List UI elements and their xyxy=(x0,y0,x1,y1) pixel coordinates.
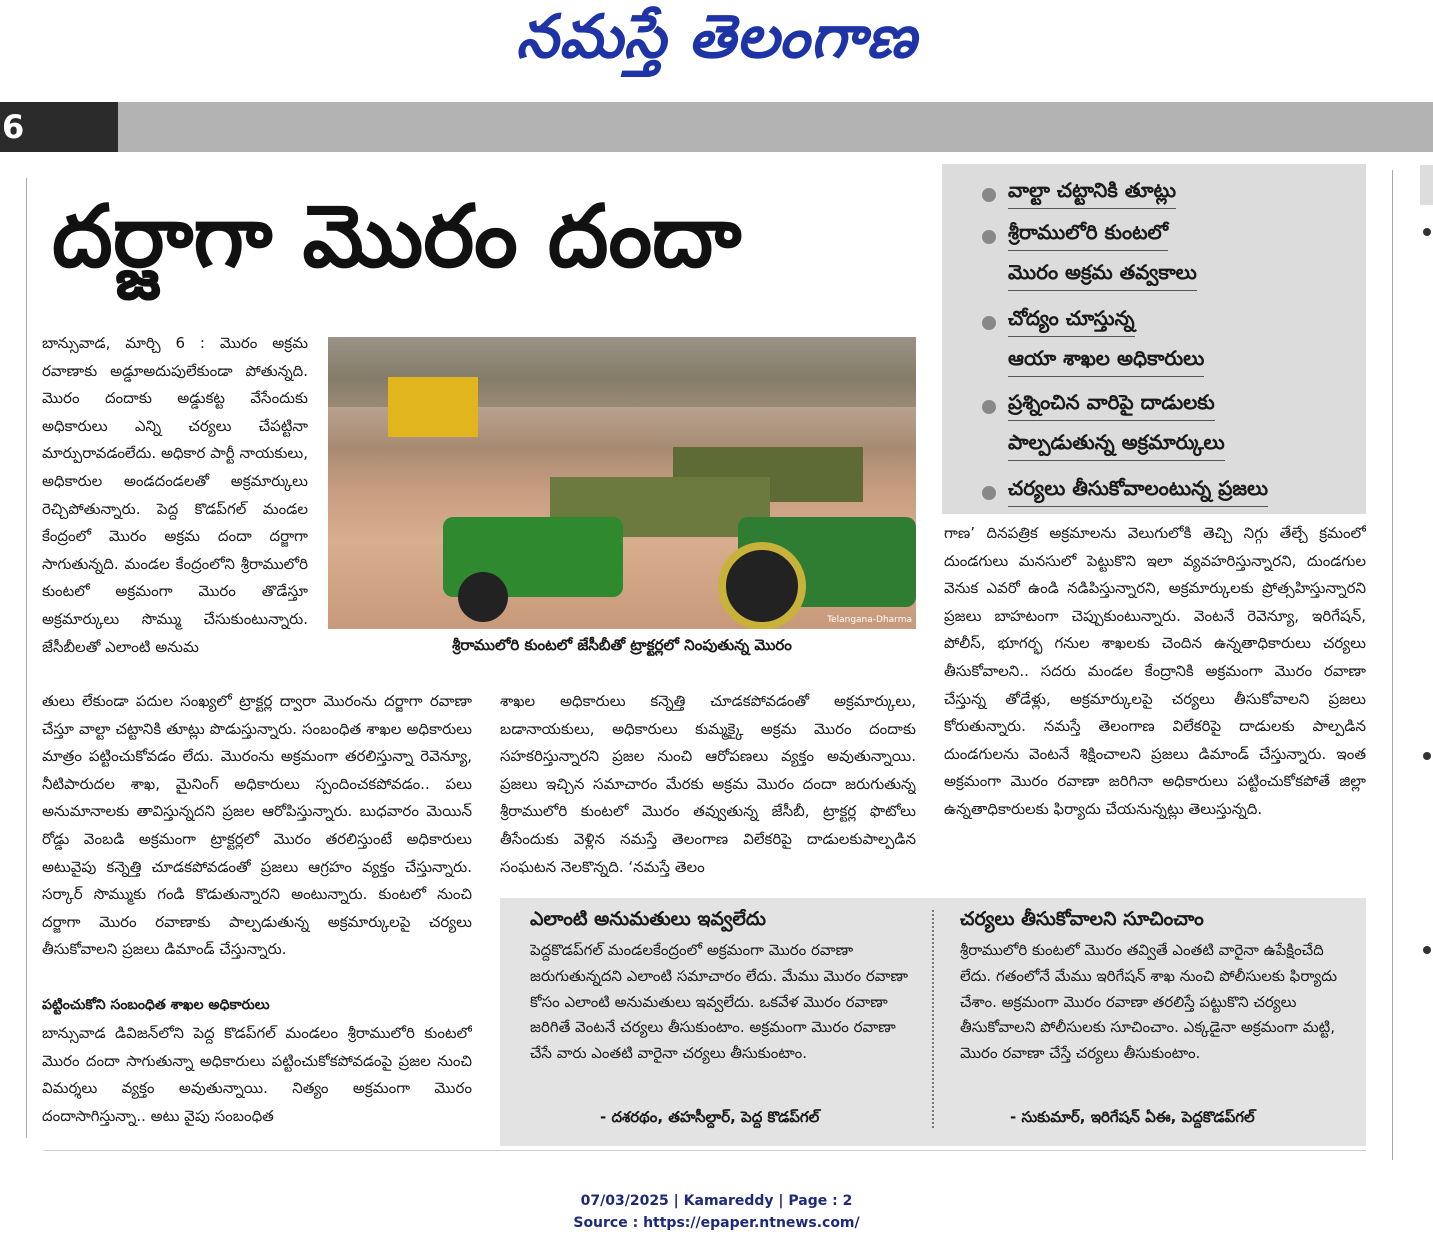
photo-credit: Telangana-Dharma xyxy=(827,615,912,625)
bottom-rule xyxy=(44,1150,1366,1151)
adjacent-bullet xyxy=(1423,752,1431,760)
quote-1-text: పెద్దకొడప్‌గల్ మండలకేంద్రంలో అక్రమంగా మొరం రవాణా జరుగుతున్నదని ఎలాంటి సమాచారం లేదు. మేము మొరం రవాణా కోసం ఎలాంటి అనుమతులు ఇవ్వలేదు. ఒకవేళ మొరం రవాణా జరిగితే వెంటనే చర్యలు తీసుకుంటాం. అక్రమంగా మొరం రవాణా చేసే వారు ఎంతటి వారైనా చర్యలు తీసుకుంటాం. xyxy=(530,941,908,1063)
masthead xyxy=(0,0,1433,98)
article-col1-bottom: తులు లేకుండా పదుల సంఖ్యలో ట్రాక్టర్ల ద్వారా మొరంను దర్జాగా రవాణా చేస్తూ వాల్టా చట్టానికి తూట్లు పొడుస్తున్నారు. సంబంధిత శాఖల అధికారులు మాత్రం పట్టించుకోవడం లేదు. మొరంను అక్రమంగా తరలిస్తున్నా రెవెన్యూ, నీటిపారుదల శాఖ, మైనింగ్ అధికారులు స్పందించకపోవడం.. పలు అనుమానాలకు తావిస్తున్నదని ప్రజల ఆరోపిస్తున్నారు. బుధవారం మెయిన్ రోడ్డు వెంబడి అక్రమంగా ట్రాక్టర్లలో మొరం తరలిస్తుంటే అధికారులు అటువైపు కన్నెత్తి చూడకపోవడంతో ప్రజలు ఆగ్రహం వ్యక్తం చేస్తున్నారు. సర్కార్ సొమ్ముకు గండి కొడుతున్నారని అంటున్నారు. కుంటలో నుంచి దర్జాగా మొరం రవాణాకు పాల్పడుతున్న అక్రమార్కులపై చర్యలు తీసుకోవాలని ప్రజలు డిమాండ్ చేస్తున్నారు. xyxy=(42,692,472,959)
quote-2-signature: - సుకుమార్, ఇరిగేషన్ ఏఈ, పెద్దకొడప్‌గల్ xyxy=(1010,1108,1255,1126)
photo-caption: శ్రీరాములోరి కుంటలో జేసీబీతో ట్రాక్టర్లలో నింపుతున్న మొరం xyxy=(452,636,792,654)
quote-2-text: శ్రీరాములోరి కుంటలో మొరం తవ్వితే ఎంతటి వారైనా ఉపేక్షించేది లేదు. గతంలోనే మేము ఇరిగేషన్ శాఖ నుంచి పోలీసులకు ఫిర్యాదు చేశాం. అక్రమంగా మొరం రవాణా తరలిస్తే పట్టుకొని చర్యలు తీసుకోవాలని పోలీసులకు సూచించాం. ఎక్కడైనా అక్రమంగా మట్టి, మొరం రవాణా చేస్తే చర్యలు తీసుకుంటాం. xyxy=(960,941,1338,1063)
quote-1-signature: - దశరథం, తహసీల్దార్, పెద్ద కొడప్‌గల్ xyxy=(600,1108,820,1126)
article-photo xyxy=(328,337,916,629)
adjacent-bullet xyxy=(1423,228,1431,236)
article-col2: శాఖల అధికారులు కన్నెత్తి చూడకపోవడంతో అక్రమార్కులు, బడానాయకులు, అధికారులు కుమ్మక్కై అక్రమ మొరం దందాకు సహకరిస్తున్నారని ప్రజల నుంచి ఆరోపణలు వ్యక్తం అవుతున్నాయి. ప్రజలు ఇచ్చిన సమాచారం మేరకు అక్రమ మొరం దందా జరుగుతున్న శ్రీరాములోరి కుంటలో మొరం తవ్వుతున్న జేసీబీ, ట్రాక్టర్ల ఫొటోలు తీసేందుకు వెళ్లిన నమస్తే తెలంగాణ విలేకరిపై దాడులకుపాల్పడిన సంఘటన నెలకొన్నది. ‘నమస్తే తెలం xyxy=(500,692,916,876)
official-quotes xyxy=(500,898,1366,1146)
column-rule-right xyxy=(1392,170,1393,1160)
newspaper-logo: నమస్తే తెలంగాణ xyxy=(515,2,918,72)
article-col1-top: బాన్సువాడ, మార్చి 6 : మొరం అక్రమ రవాణాకు అడ్డూఅదుపులేకుండా పోతున్నది. మొరం దందాకు అడ్డుకట్ట వేసేందుకు అధికారులు ఎన్ని చర్యలు చేపట్టినా మార్పురావడంలేదు. అధికార పార్టీ నాయకులు, అధికారుల అండదండలతో అక్రమార్కులు రెచ్చిపోతున్నారు. పెద్ద కొడప్‌గల్ మండల కేంద్రంలో మొరం అక్రమ దందా దర్జాగా సాగుతున్నది. మండల కేంద్రంలోని శ్రీరాములోరి కుంటలో అక్రమంగా మొరం తొడేస్తూ అక్రమార్కులు సొమ్ము చేసుకుంటున్నారు. జేసీబీలతో ఎలాంటి అనుమ xyxy=(42,334,308,656)
top-banner xyxy=(0,102,1433,152)
article-subhead: పట్టించుకోని సంబంధిత శాఖల అధికారులు xyxy=(42,997,270,1013)
page-marker: 6 xyxy=(0,102,118,152)
adjacent-article-marker xyxy=(1420,165,1433,205)
article-col3: గాణ’ దినపత్రిక అక్రమాలను వెలుగులోకి తెచ్చి నిగ్గు తేల్చే క్రమంలో దుండగులు మనసులో పెట్టుకొని ఇలా వ్యవహరిస్తున్నారని, దుండగుల వెనుక ఎవరో ఉండి నడిపిస్తున్నారని, అక్రమార్కులకు ప్రోత్సహిస్తున్నారని ప్రజలు బాహటంగా చెప్పుకుంటున్నారు. వెంటనే రెవెన్యూ, ఇరిగేషన్, పోలీస్, భూగర్భ గనుల శాఖలకు చెందిన ఉన్నతాధికారులు చర్యలు తీసుకోవాలని.. సదరు మండల కేంద్రానికి అక్రమంగా మొరం రవాణా చేస్తున్న తోడేళ్లు, అక్రమార్కులపై చర్యలు తీసుకోవాలని ప్రజలు కోరుతున్నారు. నమస్తే తెలంగాణ విలేకరిపై దాడులకు పాల్పడిన దుండగులను వెంటనే శిక్షించాలని ప్రజలు డిమాండ్ చేస్తున్నారు. ఇంత అక్రమంగా మొరం రవాణా జరిగినా అధికారులు పట్టించుకోకపోతే జిల్లా ఉన్నతాధికారులకు ఫిర్యాదు చేయనున్నట్లు తెలుస్తున్నది. xyxy=(944,524,1366,818)
quote-divider xyxy=(932,910,934,1128)
highlights-box: వాల్టా చట్టానికి తూట్లు శ్రీరాములోరి కుంటలో మొరం అక్రమ తవ్వకాలు చోద్యం చూస్తున్న ఆయా శాఖల అధికారులు ప్రశ్నించిన వారిపై దాడులకు పాల్పడుతున్న అక్రమార్కులు చర్యలు తీసుకోవాలంటున్న ప్రజలు xyxy=(942,164,1366,514)
footer-source-link[interactable]: Source : https://epaper.ntnews.com/ xyxy=(573,1215,860,1231)
quote-1-heading: ఎలాంటి అనుమతులు ఇవ్వలేదు xyxy=(530,908,766,930)
column-rule-left xyxy=(26,178,27,1138)
quote-2-heading: చర్యలు తీసుకోవాలని సూచించాం xyxy=(960,908,1204,930)
footer-date-edition: 07/03/2025 | Kamareddy | Page : 2 xyxy=(580,1193,853,1209)
page-footer xyxy=(0,1190,1433,1234)
adjacent-bullet xyxy=(1423,946,1431,954)
article-headline: దర్జాగా మొరం దందా xyxy=(52,187,742,287)
article-col1-after-subhead: బాన్సువాడ డివిజన్‌లోని పెద్ద కొడప్‌గల్ మండలం శ్రీరాములోరి కుంటలో మొరం దందా సాగుతున్నా అధికారులు పట్టించుకోకపోవడంపై ప్రజల నుంచి విమర్శలు వ్యక్తం అవుతున్నాయి. నిత్యం అక్రమంగా మొరం దందాసాగిస్తున్నా.. అటు వైపు సంబంధిత xyxy=(42,1024,472,1125)
